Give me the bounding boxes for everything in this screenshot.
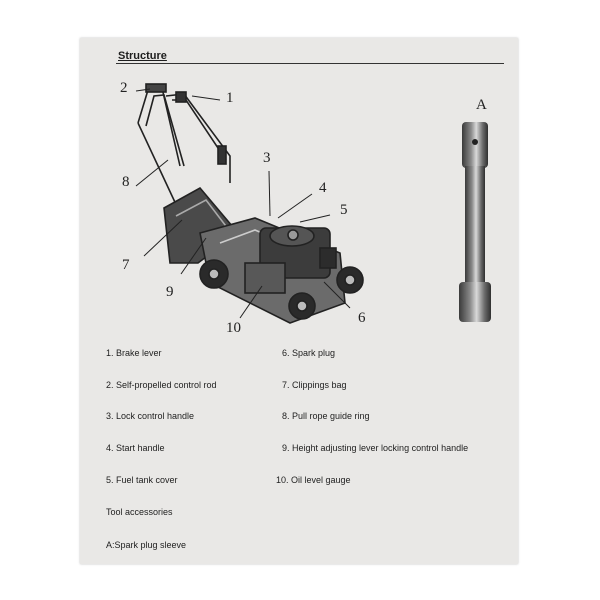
mower-diagram <box>80 38 518 564</box>
callout-label: 9 <box>166 284 174 300</box>
part-label: 6. Spark plug <box>282 348 336 358</box>
accessories-heading: Tool accessories <box>106 507 173 517</box>
part-label: 8. Pull rope guide ring <box>282 411 370 421</box>
part-label: 10. Oil level gauge <box>276 475 351 485</box>
manual-page <box>80 38 518 564</box>
part-label: 4. Start handle <box>106 443 165 453</box>
spark-plug-sleeve-image <box>456 120 496 330</box>
part-label: 5. Fuel tank cover <box>106 475 178 485</box>
callout-label: 3 <box>263 150 271 166</box>
part-label: 9. Height adjusting lever locking control handle <box>282 443 469 453</box>
callout-label: 6 <box>358 310 366 326</box>
part-label: 2. Self-propelled control rod <box>106 380 217 390</box>
part-label: 3. Lock control handle <box>106 411 195 421</box>
accessory-label: A:Spark plug sleeve <box>106 540 187 550</box>
part-label: 1. Brake lever <box>106 348 162 358</box>
callout-label: 7 <box>122 257 130 273</box>
callout-label: 8 <box>122 174 130 190</box>
callout-label: 5 <box>340 202 348 218</box>
callout-label: 4 <box>319 180 327 196</box>
callout-label: 1 <box>226 90 234 106</box>
part-label: 7. Clippings bag <box>282 380 347 390</box>
callout-label: A <box>476 97 487 113</box>
callout-label: 2 <box>120 80 128 96</box>
section-heading: Structure <box>118 50 167 62</box>
callout-label: 10 <box>226 320 241 336</box>
